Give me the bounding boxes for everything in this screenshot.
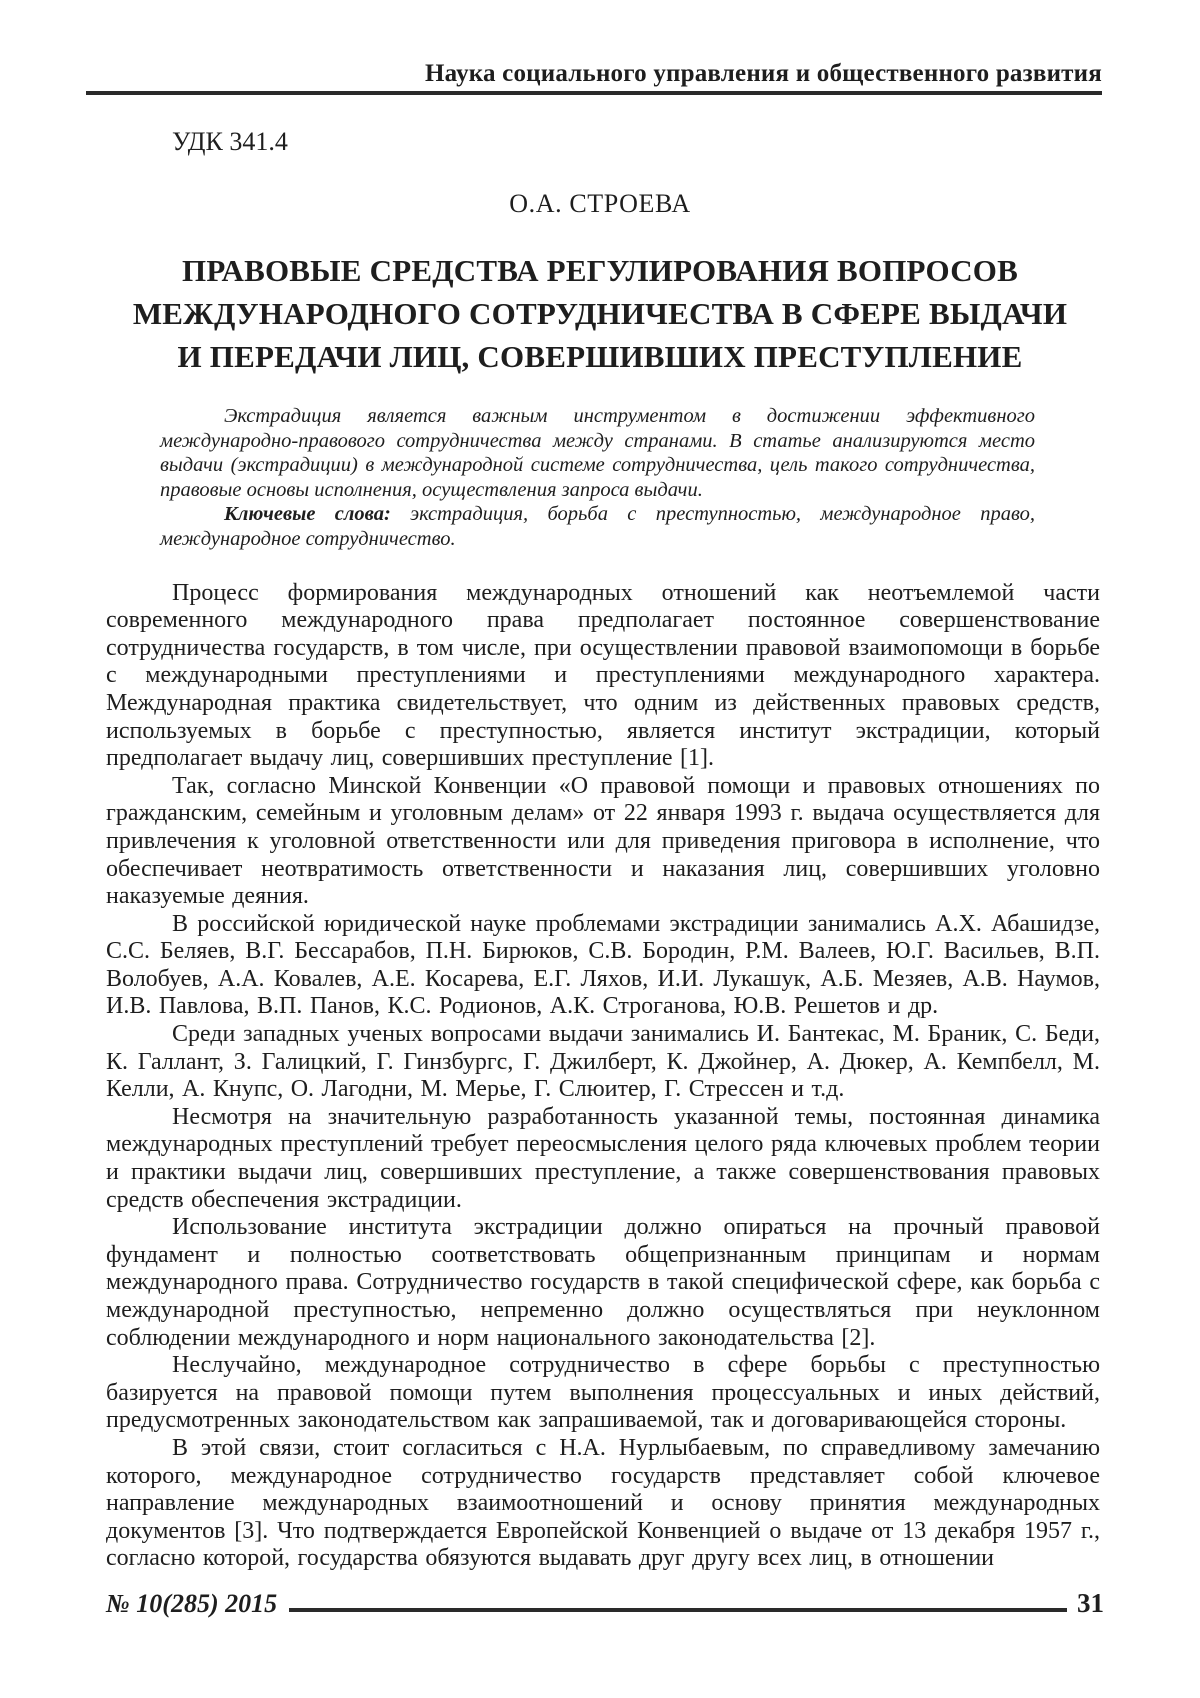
footer-rule (289, 1607, 1067, 1612)
abstract-block (160, 404, 1035, 552)
article-title-line: МЕЖДУНАРОДНОГО СОТРУДНИЧЕСТВА В СФЕРЕ ВЫДАЧИ (132, 296, 1068, 331)
journal-title: Наука социального управления и общественного развития (425, 60, 1102, 87)
body-paragraph: Среди западных ученых вопросами выдачи занимались И. Бантекас, М. Браник, С. Беди, К. Галлант, З. Галицкий, Г. Гинзбургс, Г. Джилберт, К. Джойнер, А. Дюкер, А. Кемпбелл, М. Келли, А. Кнупс, О. Лагодни, М. Мерье, Г. Слюитер, Г. Стрессен и т.д. (106, 1021, 1100, 1103)
article-body (106, 580, 1100, 1573)
article-title-line: И ПЕРЕДАЧИ ЛИЦ, СОВЕРШИВШИХ ПРЕСТУПЛЕНИЕ (177, 339, 1023, 374)
article-title-line: ПРАВОВЫЕ СРЕДСТВА РЕГУЛИРОВАНИЯ ВОПРОСОВ (182, 253, 1018, 288)
keywords-label: Ключевые слова: (224, 503, 391, 526)
body-paragraph: Процесс формирования международных отношений как неотъемлемой части современного международного права предполагает постоянное совершенствование сотрудничества государств, в том числе, при осуществлении правовой взаимопомощи в борьбе с международными преступлениями и преступлениями международного характера. Международная практика свидетельствует, что одним из действенных правовых средств, используемых в борьбе с преступностью, является институт экстрадиции, который предполагает выдачу лиц, совершивших преступление [1]. (106, 579, 1100, 772)
author-name: О.А. СТРОЕВА (509, 189, 691, 218)
body-paragraph: Неслучайно, международное сотрудничество в сфере борьбы с преступностью базируется на правовой помощи путем выполнения процессуальных и иных действий, предусмотренных законодательством как запрашиваемой, так и договаривающейся стороны. (106, 1352, 1100, 1434)
body-paragraph: Использование института экстрадиции должно опираться на прочный правовой фундамент и полностью соответствовать общепризнанным принципам и нормам международного права. Сотрудничество государств в такой специфической сфере, как борьба с международной преступностью, непременно должно осуществляться при неуклонном соблюдении международного и норм национального законодательства [2]. (106, 1214, 1100, 1351)
page-number: 31 (1077, 1588, 1104, 1618)
journal-header (86, 60, 1102, 95)
abstract-text: Экстрадиция является важным инструментом в достижении эффективного международно-правового сотрудничества между странами. В статье анализируются место выдачи (экстрадиции) в международной системе сотрудничества, цель такого сотрудничества, правовые основы исполнения, осуществления запроса выдачи. (160, 405, 1035, 501)
udc-code: УДК 341.4 (172, 127, 288, 156)
article-title (110, 249, 1090, 378)
body-paragraph: В этой связи, стоит согласиться с Н.А. Нурлыбаевым, по справедливому замечанию которого, международное сотрудничество государств представляет собой ключевое направление международных взаимоотношений и основу принятия международных документов [3]. Что подтверждается Европейской Конвенцией о выдаче от 13 декабря 1957 г., согласно которой, государства обязуются выдавать друг другу всех лиц, в отношении (106, 1434, 1100, 1572)
body-paragraph: Так, согласно Минской Конвенции «О правовой помощи и правовых отношениях по гражданским, семейным и уголовным делам» от 22 января 1993 г. выдача осуществляется для привлечения к уголовной ответственности или для приведения приговора в исполнение, что обеспечивает неотвратимость ответственности и наказания лиц, совершивших уголовно наказуемые деяния. (106, 772, 1100, 910)
body-paragraph: Несмотря на значительную разработанность указанной темы, постоянная динамика международных преступлений требует переосмысления целого ряда ключевых проблем теории и практики выдачи лиц, совершивших преступление, а также совершенствования правовых средств обеспечения экстрадиции. (106, 1103, 1100, 1213)
issue-label: № 10(285) 2015 (106, 1589, 278, 1618)
page-footer (106, 1588, 1104, 1619)
keywords-text: экстрадиция, борьба с преступностью, международное право, международное сотрудничество. (160, 503, 1035, 550)
body-paragraph: В российской юридической науке проблемами экстрадиции занимались А.Х. Абашидзе, С.С. Беляев, В.Г. Бессарабов, П.Н. Бирюков, С.В. Бородин, Р.М. Валеев, Ю.Г. Васильев, В.П. Волобуев, А.А. Ковалев, А.Е. Косарева, Е.Г. Ляхов, И.И. Лукашук, А.Б. Мезяев, А.В. Наумов, И.В. Павлова, В.П. Панов, К.С. Родионов, А.К. Строганова, Ю.В. Решетов и др. (106, 910, 1100, 1020)
keywords-line (160, 502, 1035, 551)
